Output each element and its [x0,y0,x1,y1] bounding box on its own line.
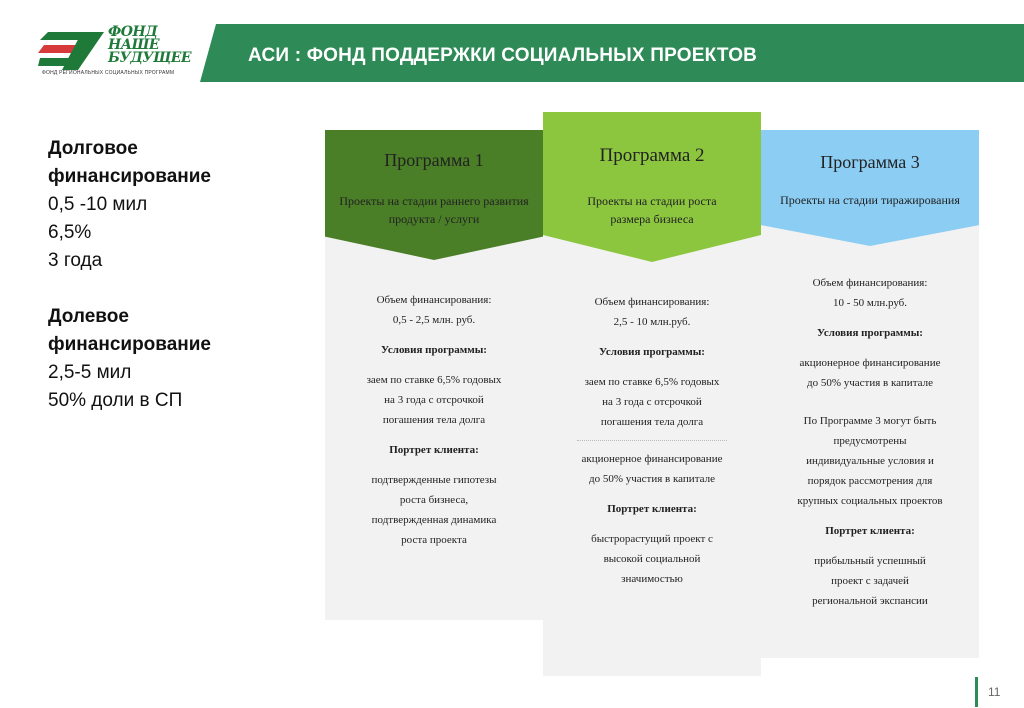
volume-label: Объем финансирования: [376,294,492,306]
conditions-text: погашения тела долга [600,416,704,428]
debt-term: 3 года [48,250,103,271]
program-title: Программа 2 [599,145,705,166]
page-title: АСИ : ФОНД ПОДДЕРЖКИ СОЦИАЛЬНЫХ ПРОЕКТОВ [248,45,758,66]
note-text: По Программе 3 могут быть [803,415,937,427]
equity-amount: 2,5-5 мил [48,362,132,383]
program-details [543,292,761,589]
conditions-label: Условия программы: [817,327,923,339]
debt-title-2: финансирование [48,166,212,187]
financing-summary [48,135,268,415]
conditions-text: до 50% участия в капитале [807,377,933,389]
conditions-text: на 3 года с отсрочкой [602,396,702,408]
program-description: Проекты на стадии тиражирования [780,193,960,207]
program-card-header [761,130,979,246]
conditions-text: акционерное финансирование [799,357,941,369]
divider [577,440,727,441]
conditions-label: Условия программы: [381,344,487,356]
program-card-2 [543,112,761,676]
volume-label: Объем финансирования: [812,277,928,289]
portrait-label: Портрет клиента: [389,444,479,456]
logo-text: ФОНД НАШЕ БУДУЩЕЕ [108,24,192,66]
equity-share: 50% доли в СП [48,390,183,411]
debt-amount: 0,5 -10 мил [48,194,148,215]
debt-title-1: Долговое [48,138,138,159]
portrait-text: роста бизнеса, [399,494,469,506]
program-title: Программа 3 [820,152,920,172]
portrait-text: подтвержденная динамика [371,514,497,526]
logo-mark-icon [38,28,110,70]
conditions-label: Условия программы: [599,346,705,358]
program-details [761,273,979,611]
debt-rate: 6,5% [48,222,92,243]
portrait-text: роста проекта [401,534,467,546]
portrait-label: Портрет клиента: [607,503,697,515]
conditions-text: на 3 года с отсрочкой [384,394,484,406]
page-number-bar [975,677,978,707]
program-description: Проекты на стадии раннего развития продукта / услуги [339,194,529,226]
equity-title-1: Долевое [48,306,129,327]
note-text: предусмотрены [833,435,907,447]
portrait-text: подтвержденные гипотезы [371,474,497,486]
logo [38,24,192,80]
program-description: Проекты на стадии роста размера бизнеса [587,194,717,226]
portrait-text: значимостью [621,573,683,585]
note-text: порядок рассмотрения для [807,475,933,487]
note-text: крупных социальных проектов [797,495,943,507]
page-number: 11 [988,685,1001,699]
program-card-3 [761,130,979,658]
program-card-1 [325,130,543,620]
volume-label: Объем финансирования: [594,296,710,308]
program-card-header [543,112,761,262]
program-details [325,290,543,550]
portrait-text: прибыльный успешный [814,555,926,567]
logo-subtitle: ФОНД РЕГИОНАЛЬНЫХ СОЦИАЛЬНЫХ ПРОГРАММ [42,70,175,76]
conditions-text: заем по ставке 6,5% годовых [584,376,720,388]
portrait-text: высокой социальной [603,553,701,565]
note-text: индивидуальные условия и [806,455,934,467]
volume-value: 10 - 50 млн.руб. [832,297,908,309]
portrait-text: проект с задачей [831,575,909,587]
volume-value: 2,5 - 10 млн.руб. [613,316,691,328]
conditions-text: заем по ставке 6,5% годовых [366,374,502,386]
conditions-extra: до 50% участия в капитале [589,473,715,485]
portrait-label: Портрет клиента: [825,525,915,537]
conditions-extra: акционерное финансирование [581,453,723,465]
portrait-text: региональной экспансии [812,595,928,607]
program-title: Программа 1 [384,150,484,170]
conditions-text: погашения тела долга [382,414,486,426]
portrait-text: быстрорастущий проект с [591,533,713,545]
volume-value: 0,5 - 2,5 млн. руб. [392,314,476,326]
equity-title-2: финансирование [48,334,212,355]
